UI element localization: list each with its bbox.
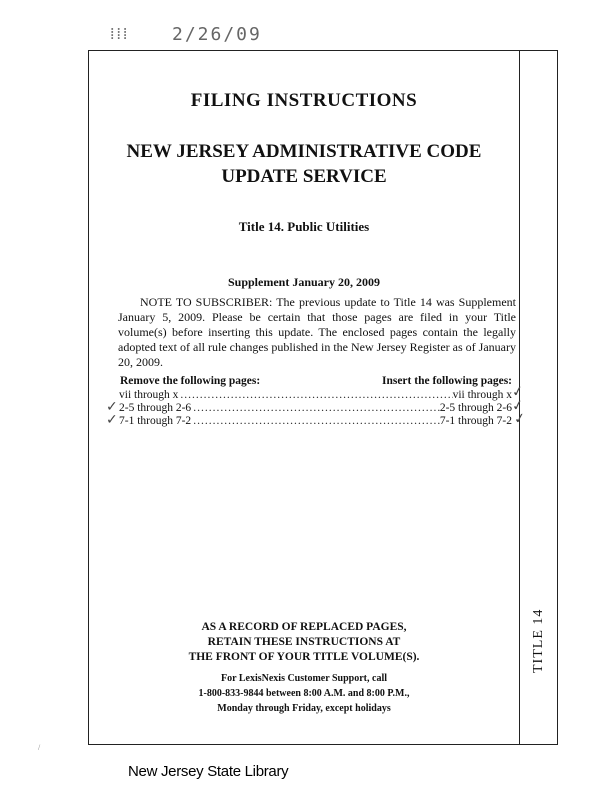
code-heading-line2: UPDATE SERVICE <box>221 166 387 187</box>
remove-pages: 2-5 through 2-6 <box>119 402 192 414</box>
page-row <box>119 402 512 416</box>
remove-pages: 7-1 through 7-2 <box>119 415 192 427</box>
checkmark-icon: ✓ <box>512 410 528 428</box>
page-title: FILING INSTRUCTIONS <box>190 90 418 111</box>
handwritten-date-text: 2/26/09 <box>172 24 262 45</box>
insert-pages-header: Insert the following pages: <box>381 375 512 387</box>
leader-dots <box>191 415 440 427</box>
checkmark-icon: ✓ <box>106 399 118 415</box>
handwritten-initials: ⁞⁞⁞ <box>110 24 130 43</box>
customer-support <box>90 671 518 716</box>
supplement-date: Supplement January 20, 2009 <box>227 275 381 289</box>
page-row <box>119 415 512 429</box>
checkmark-icon: ✓ <box>510 397 526 415</box>
insert-pages: vii through x <box>452 389 512 401</box>
title-tab: TITLE 14 <box>531 608 546 673</box>
subscriber-note: NOTE TO SUBSCRIBER: The previous update to Title 14 was Supplement January 5, 2009. Please be certain that those pages are filed in your Title volume(s) before inserting this update. The enclosed pages contain the legally adopted text of all rule changes published in the New Jersey Register as of January 20, 2009. <box>118 295 516 369</box>
page-border-right <box>557 50 558 745</box>
scan-mark: / <box>38 743 41 752</box>
remove-pages: vii through x <box>119 389 179 401</box>
page-border-bottom <box>88 744 558 745</box>
code-heading <box>90 139 518 189</box>
title-name: Title 14. Public Utilities <box>238 219 370 234</box>
code-heading-line1: NEW JERSEY ADMINISTRATIVE CODE <box>126 141 482 162</box>
page-border-top <box>88 50 558 51</box>
remove-pages-header: Remove the following pages: <box>120 375 261 387</box>
support-line: 1-800-833-9844 between 8:00 A.M. and 8:00 P.M., <box>198 688 410 699</box>
leader-dots <box>191 402 440 414</box>
insert-pages: 7-1 through 7-2 <box>439 415 512 427</box>
record-line: THE FRONT OF YOUR TITLE VOLUME(S). <box>188 651 420 663</box>
library-stamp: New Jersey State Library <box>128 763 289 780</box>
support-line: For LexisNexis Customer Support, call <box>220 673 387 684</box>
record-instructions <box>90 620 518 665</box>
checkmark-icon: ✓ <box>106 412 118 428</box>
checkmark-icon: ✓ <box>510 383 526 401</box>
record-line: AS A RECORD OF REPLACED PAGES, <box>201 621 407 633</box>
page-border-left <box>88 50 89 745</box>
handwritten-date <box>110 24 262 50</box>
leader-dots <box>178 389 452 401</box>
page-row <box>119 389 512 403</box>
record-line: RETAIN THESE INSTRUCTIONS AT <box>207 636 401 648</box>
support-line: Monday through Friday, except holidays <box>217 703 391 714</box>
insert-pages: 2-5 through 2-6 <box>439 402 512 414</box>
